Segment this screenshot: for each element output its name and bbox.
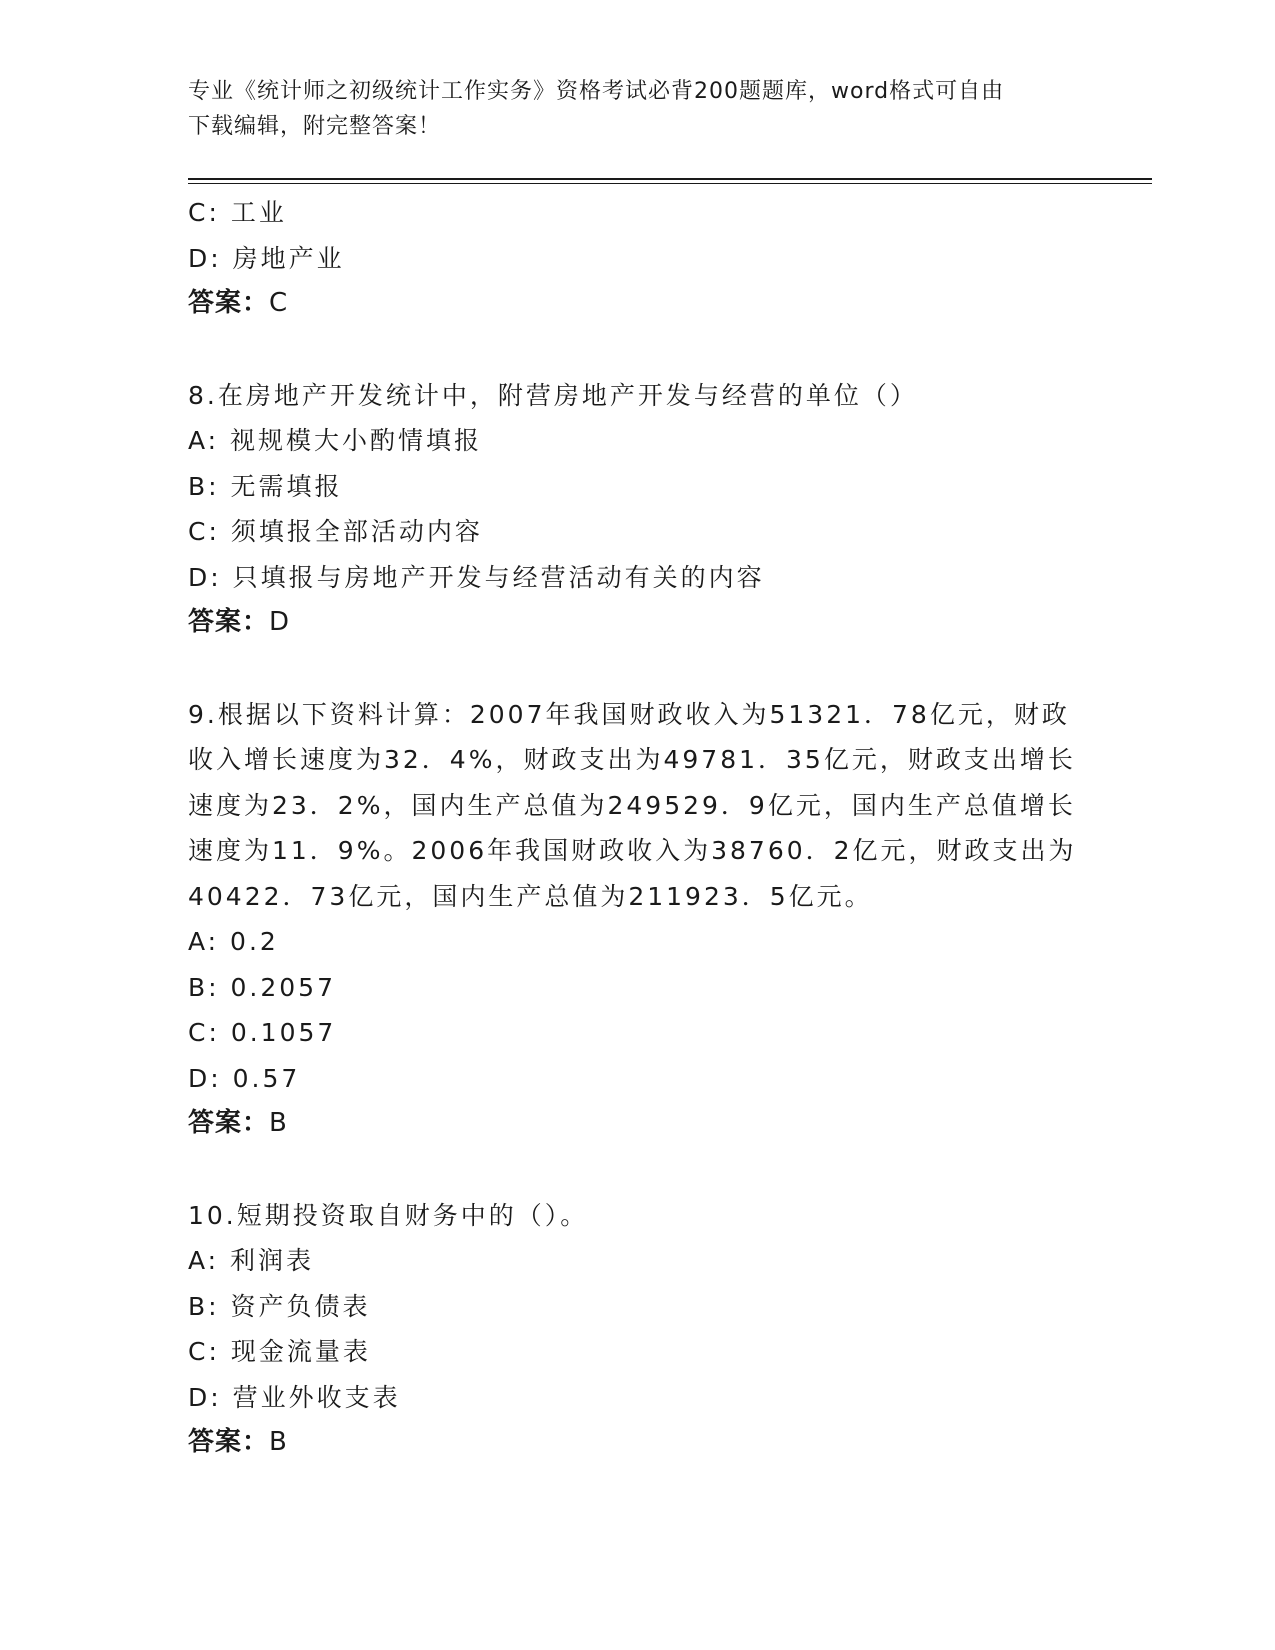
- q10-answer-label: 答案：: [188, 1427, 270, 1457]
- q9-answer-label: 答案：: [188, 1108, 270, 1138]
- q9-stem-line-4: 速度为11．9%。2006年我国财政收入为38760．2亿元，财政支出为: [188, 836, 1077, 865]
- q9-option-c: C: 0.1057: [188, 1018, 337, 1047]
- spacer: [188, 1147, 1088, 1193]
- q9-option-a: A: 0.2: [188, 927, 279, 956]
- q10-option-a: A: 利润表: [188, 1246, 315, 1275]
- q10-stem: 10.短期投资取自财务中的（）。: [188, 1200, 589, 1230]
- q10-option-d: D: 营业外收支表: [188, 1382, 401, 1412]
- q9-stem-line-2: 收入增长速度为32．4%，财政支出为49781．35亿元，财政支出增长: [188, 745, 1076, 774]
- q8-option-d: D: 只填报与房地产开发与经营活动有关的内容: [188, 562, 765, 592]
- q9-stem-line-5: 40422．73亿元，国内生产总值为211923．5亿元。: [188, 881, 873, 911]
- q7-answer: [188, 281, 1088, 327]
- q7-option-c: C: 工业: [188, 198, 287, 227]
- question-9: [188, 692, 1088, 1147]
- spacer: [188, 646, 1088, 692]
- q8-answer-value: D: [269, 607, 291, 637]
- q9-option-b: B: 0.2057: [188, 972, 336, 1002]
- q9-option-d: D: 0.57: [188, 1063, 301, 1093]
- q9-answer-value: B: [269, 1108, 288, 1138]
- q8-option-b: B: 无需填报: [188, 471, 343, 501]
- q10-answer-value: B: [269, 1427, 288, 1457]
- q8-answer-label: 答案：: [188, 607, 270, 637]
- question-8: [188, 373, 1088, 646]
- q9-answer: [188, 1101, 1088, 1147]
- q9-stem-line-1: 9.根据以下资料计算：2007年我国财政收入为51321．78亿元，财政: [188, 699, 1070, 729]
- header-line-2: 下载编辑，附完整答案！: [188, 114, 442, 139]
- q7-option-d: D: 房地产业: [188, 243, 345, 273]
- q7-answer-label: 答案：: [188, 288, 270, 318]
- header-rule-thick: [188, 178, 1152, 180]
- header-rule-thin: [188, 183, 1152, 184]
- q10-option-b: B: 资产负债表: [188, 1291, 371, 1321]
- question-10: [188, 1193, 1088, 1466]
- spacer: [188, 327, 1088, 373]
- header-line-1: 专业《统计师之初级统计工作实务》资格考试必背200题题库，word格式可自由: [188, 79, 1005, 104]
- q10-option-c: C: 现金流量表: [188, 1337, 371, 1366]
- q8-option-a: A: 视规模大小酌情填报: [188, 426, 483, 455]
- q8-answer: [188, 600, 1088, 646]
- q10-answer: [188, 1420, 1088, 1466]
- question-7: [188, 190, 1088, 327]
- q8-stem: 8.在房地产开发统计中，附营房地产开发与经营的单位（）: [188, 380, 918, 410]
- question-list: [188, 190, 1088, 1466]
- document-header: [188, 74, 1088, 144]
- q7-answer-value: C: [269, 288, 289, 318]
- q8-option-c: C: 须填报全部活动内容: [188, 517, 483, 546]
- q9-stem-line-3: 速度为23．2%，国内生产总值为249529．9亿元，国内生产总值增长: [188, 790, 1076, 820]
- q9-stem: [188, 692, 1077, 920]
